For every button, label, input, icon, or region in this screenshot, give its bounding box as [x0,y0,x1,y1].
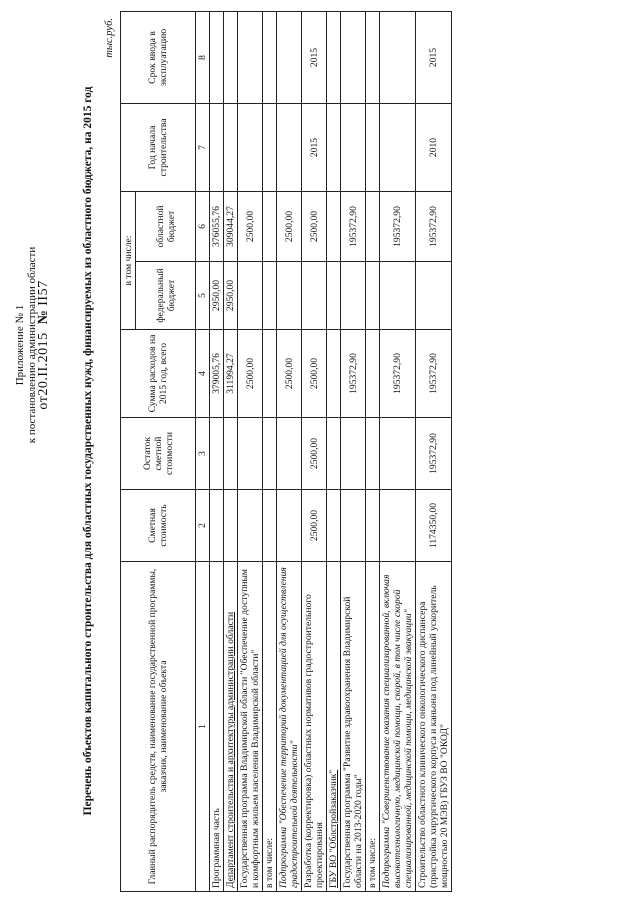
cell-federal: 2950,00 [210,262,224,330]
cell-commission-year [263,11,277,103]
cell-estimate [263,490,277,562]
appendix-block [14,215,50,475]
cell-commission-year: 2015 [302,11,327,103]
row-name: Программная часть [210,562,224,892]
row-name: в том числе: [263,562,277,892]
header-c2: Сметная стоимость [121,490,196,562]
cell-federal [366,262,380,330]
colnum: 8 [196,11,210,103]
cell-remainder [277,418,302,490]
appendix-title: Приложение № 1 [14,304,26,386]
header-c3: Остаток сметной стоимости [121,418,196,490]
cell-start-year [210,103,224,191]
appendix-date: 20.II.2015 [36,332,51,396]
colnum: 6 [196,191,210,261]
cell-start-year [341,103,366,191]
cell-total: 195372,90 [416,330,452,418]
document-title: Перечень объектов капитального строительства для областных государственных нужд, финансируемых из областного бюджета, на 2015 год [82,86,94,816]
cell-federal [302,262,327,330]
cell-commission-year [277,11,302,103]
row-name: Государственная программа "Развитие здравоохранения Владимирской области на 2013-2020 годы" [341,562,366,892]
appendix-number: II57 [36,280,51,306]
cell-federal [327,262,341,330]
cell-estimate: 2500,00 [302,490,327,562]
colnum: 4 [196,330,210,418]
table-row [341,11,366,891]
cell-commission-year [238,11,263,103]
cell-remainder: 2500,00 [302,418,327,490]
date-prefix: от [36,395,51,410]
table-row [263,11,277,891]
cell-commission-year [224,11,238,103]
cell-total [327,330,341,418]
table-header-row [121,11,136,891]
cell-start-year [327,103,341,191]
header-c6: областной бюджет [136,191,196,261]
table-row [302,11,327,891]
cell-commission-year [380,11,416,103]
table-row [380,11,416,891]
cell-federal [341,262,366,330]
header-c8: Срок ввода в эксплуатацию [121,11,196,103]
cell-federal [416,262,452,330]
table-row [277,11,302,891]
cell-commission-year [327,11,341,103]
cell-estimate [238,490,263,562]
row-name: Подпрограмма "Обеспечение территорий документацией для осуществления градостроительной деятельности" [277,562,302,892]
cell-total: 2500,00 [302,330,327,418]
cell-total: 195372,90 [341,330,366,418]
cell-start-year: 2010 [416,103,452,191]
cell-remainder [341,418,366,490]
cell-remainder [224,418,238,490]
cell-estimate [366,490,380,562]
cell-remainder [327,418,341,490]
column-number-row [196,11,210,891]
cell-regional: 2500,00 [302,191,327,261]
row-name: Подпрограмма "Совершенствование оказания специализированной, включая высокотехнологичную, медицинской помощи, скорой, в том числе скорой специализированной, медицинской помощи, медицинской эвакуации" [380,562,416,892]
cell-total [366,330,380,418]
cell-start-year [263,103,277,191]
cell-regional [263,191,277,261]
cell-start-year [277,103,302,191]
cell-start-year [238,103,263,191]
cell-regional [327,191,341,261]
cell-estimate [224,490,238,562]
row-name: Государственная программа Владимирской области "Обеспечение доступным и комфортным жильем населения Владимирской области" [238,562,263,892]
cell-regional: 195372,90 [341,191,366,261]
cell-commission-year: 2015 [416,11,452,103]
cell-total: 311994,27 [224,330,238,418]
table-row [238,11,263,891]
cell-commission-year [341,11,366,103]
colnum: 3 [196,418,210,490]
cell-start-year [380,103,416,191]
colnum: 2 [196,490,210,562]
cell-start-year [224,103,238,191]
colnum: 5 [196,262,210,330]
cell-start-year [366,103,380,191]
cell-federal [238,262,263,330]
cell-estimate [210,490,224,562]
cell-estimate: 1174350,00 [416,490,452,562]
cell-regional: 2500,00 [238,191,263,261]
cell-estimate [341,490,366,562]
cell-total [263,330,277,418]
cell-total: 2500,00 [238,330,263,418]
cell-federal [277,262,302,330]
units-label: тыс.руб. [104,18,115,58]
cell-remainder [210,418,224,490]
cell-estimate [380,490,416,562]
colnum: 1 [196,562,210,892]
cell-remainder [238,418,263,490]
cell-remainder: 195372,90 [416,418,452,490]
cell-commission-year [210,11,224,103]
cell-regional: 195372,90 [380,191,416,261]
cell-start-year: 2015 [302,103,327,191]
cell-remainder [366,418,380,490]
cell-estimate [277,490,302,562]
table-row [210,11,224,891]
header-group: в том числе: [121,191,136,329]
colnum: 7 [196,103,210,191]
row-name: Департамент строительства и архитектуры администрации области [224,562,238,892]
row-name: Строительство областного клинического онкологического диспансера (пристройка хирургического корпуса и каньона под линейный ускоритель мощностью 20 МЭВ) ГБУЗ ВО "ОКОД" [416,562,452,892]
cell-regional: 195372,90 [416,191,452,261]
cell-total: 2500,00 [277,330,302,418]
cell-federal [380,262,416,330]
objects-table [120,11,452,892]
cell-estimate [327,490,341,562]
cell-remainder [380,418,416,490]
cell-regional [366,191,380,261]
row-name: в том числе: [366,562,380,892]
number-sign: № [36,309,51,325]
cell-total: 379005,76 [210,330,224,418]
header-c7: Год начала строительства [121,103,196,191]
appendix-dateline [38,215,50,475]
cell-remainder [263,418,277,490]
header-c1: Главный распорядитель средств, наименование государственной программы, заказчик, наименование объекта [121,562,196,892]
table-row [416,11,452,891]
cell-federal [263,262,277,330]
header-c4: Сумма расходов на 2015 год, всего [121,330,196,418]
cell-total: 195372,90 [380,330,416,418]
table-row [366,11,380,891]
row-name: Разработка (корректировка) областных нормативов градостроительного проектирования [302,562,327,892]
appendix-subtitle: к постановлению администрации области [26,246,38,444]
table-row [327,11,341,891]
cell-regional: 309044,27 [224,191,238,261]
header-c5: федеральный бюджет [136,262,196,330]
row-name: ГБУ ВО "Облстройзаказчик" [327,562,341,892]
cell-federal: 2950,00 [224,262,238,330]
cell-commission-year [366,11,380,103]
cell-regional: 2500,00 [277,191,302,261]
table-row [224,11,238,891]
cell-regional: 376055,76 [210,191,224,261]
